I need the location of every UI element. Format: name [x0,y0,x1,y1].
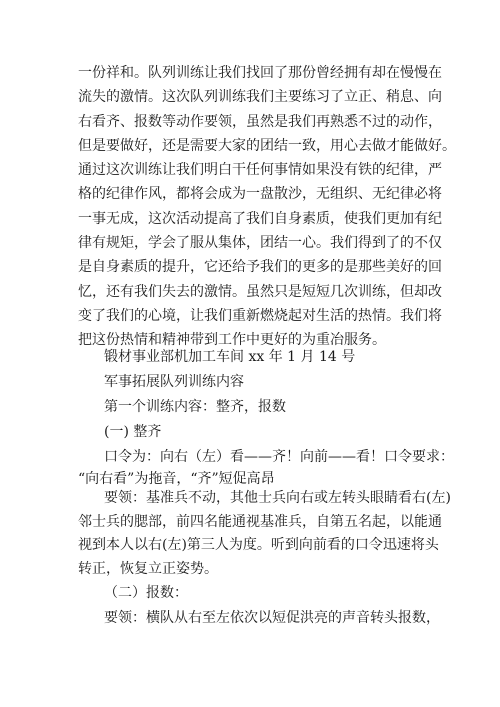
text-line: 格的纪律作风，都将会成为一盘散沙，无组织、无纪律必将 [78,186,442,203]
essentials-text: 要领：横队从右至左依次以短促洪亮的声音转头报数， [104,610,440,626]
text-line: 是自身素质的提升，它还给予我们的更多的是那些美好的回 [78,259,442,276]
text-line: 一份祥和。队列训练让我们找回了那份曾经拥有却在慢慢在 [78,65,442,81]
text-line: 转正，恢复立正姿势。 [78,560,218,577]
command-text: 口令为：向右（左）看——齐！向前——看！口令要求： [104,449,454,465]
text-line: 邻士兵的腮部，前四名能通视基准兵，自第五名起，以能通 [78,513,442,530]
text-line: 视到本人以右(左)第三人为度。听到向前看的口令迅速将头 [78,537,439,553]
section-heading: （二）报数： [104,585,188,601]
text-line: 一事无成，这次活动提高了我们自身素质，使我们更加有纪 [78,210,442,227]
text-line: 忆，还有我们失去的激情。虽然只是短短几次训练，但却改 [78,283,442,300]
text-line: 变了我们的心境，让我们重新燃烧起对生活的热情。我们将 [78,307,442,324]
essentials-paragraph [78,487,451,581]
text-line: 律有规矩，学会了服从集体，团结一心。我们得到了的不仅 [78,235,442,252]
text-line: 但是要做好，还是需要大家的团结一致，用心去做才能做好。 [78,137,456,154]
text-line: 流失的激情。这次队列训练我们主要练习了立正、稍息、向 [78,89,442,106]
document-title: 军事拓展队列训练内容 [104,374,244,390]
text-line: 把这份热情和精神带到工作中更好的为重冶服务。 [78,332,386,349]
section-heading: (一) 整齐 [104,424,162,440]
training-item-heading: 第一个训练内容：整齐，报数 [104,399,286,415]
text-line: 要领：基准兵不动，其他士兵向右或左转头眼睛看右(左) [104,490,451,506]
command-requirement-text: “向右看”为拖音，“齐”短促高昂 [78,471,275,487]
text-line: 通过这次训练让我们明白干任何事情如果没有铁的纪律，严 [78,162,442,179]
body-paragraph [78,61,456,353]
signature-line: 锻材事业部机加工车间 xx 年 1 月 14 号 [104,349,356,365]
text-line: 右看齐、报数等动作要领，虽然是我们再熟悉不过的动作， [78,113,442,130]
